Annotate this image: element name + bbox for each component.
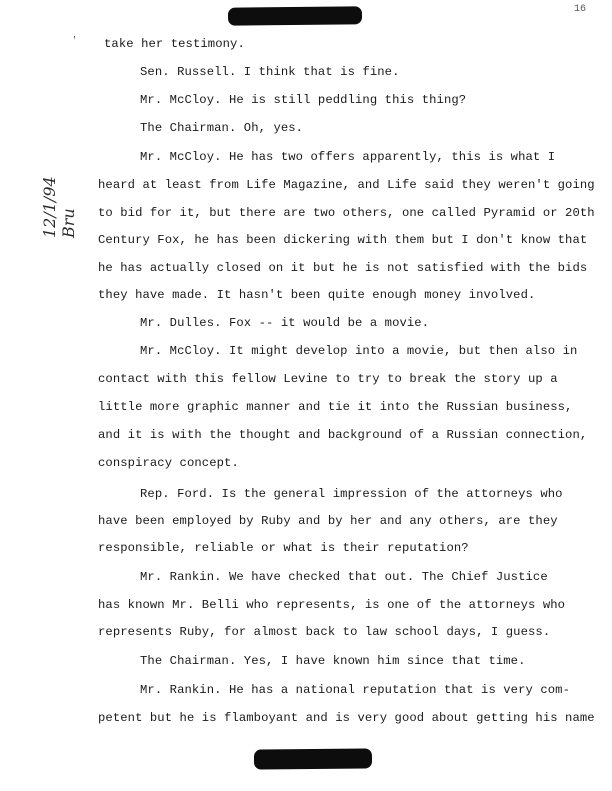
text-line: Mr. McCloy. He is still peddling this thing? <box>140 93 467 107</box>
text-line: Mr. McCloy. It might develop into a movie, but then also in <box>140 344 578 358</box>
text-line: to bid for it, but there are two others, one called Pyramid or 20th <box>98 206 595 220</box>
text-line: conspiracy concept. <box>98 456 239 470</box>
text-line: Mr. Rankin. We have checked that out. The Chief Justice <box>140 570 548 584</box>
text-line: Rep. Ford. Is the general impression of the attorneys who <box>140 487 563 501</box>
margin-note-date: 12/1/94 <box>40 176 59 238</box>
hole-punch-mark: ' <box>72 36 77 45</box>
text-line: has known Mr. Belli who represents, is one of the attorneys who <box>98 598 566 612</box>
text-line: little more graphic manner and tie it into the Russian business, <box>98 400 573 414</box>
text-line: he has actually closed on it but he is not satisfied with the bids <box>98 261 588 275</box>
text-line: take her testimony. <box>104 37 245 51</box>
text-line: contact with this fellow Levine to try to break the story up a <box>98 372 558 386</box>
text-line: represents Ruby, for almost back to law school days, I guess. <box>98 625 551 639</box>
text-line: responsible, reliable or what is their reputation? <box>98 541 469 555</box>
text-line: Mr. Dulles. Fox -- it would be a movie. <box>140 316 430 330</box>
text-line: they have made. It hasn't been quite enough money involved. <box>98 288 536 302</box>
text-line: The Chairman. Yes, I have known him since that time. <box>140 654 526 668</box>
redaction-mark-bottom <box>254 748 372 769</box>
text-line: The Chairman. Oh, yes. <box>140 121 304 135</box>
redaction-mark-top <box>228 6 362 25</box>
handwritten-margin-note <box>40 176 78 238</box>
text-line: Sen. Russell. I think that is fine. <box>140 65 400 79</box>
text-line: and it is with the thought and background of a Russian connection, <box>98 428 588 442</box>
text-line: Mr. McCloy. He has two offers apparently, this is what I <box>140 150 556 164</box>
text-line: Century Fox, he has been dickering with them but I don't know that <box>98 233 588 247</box>
page-number: 16 <box>574 4 587 15</box>
text-line: have been employed by Ruby and by her and any others, are they <box>98 514 558 528</box>
margin-note-initials: Bru <box>59 208 78 238</box>
text-line: petent but he is flamboyant and is very good about getting his name <box>98 711 595 725</box>
text-line: Mr. Rankin. He has a national reputation that is very com- <box>140 683 570 697</box>
text-line: heard at least from Life Magazine, and Life said they weren't going <box>98 178 595 192</box>
